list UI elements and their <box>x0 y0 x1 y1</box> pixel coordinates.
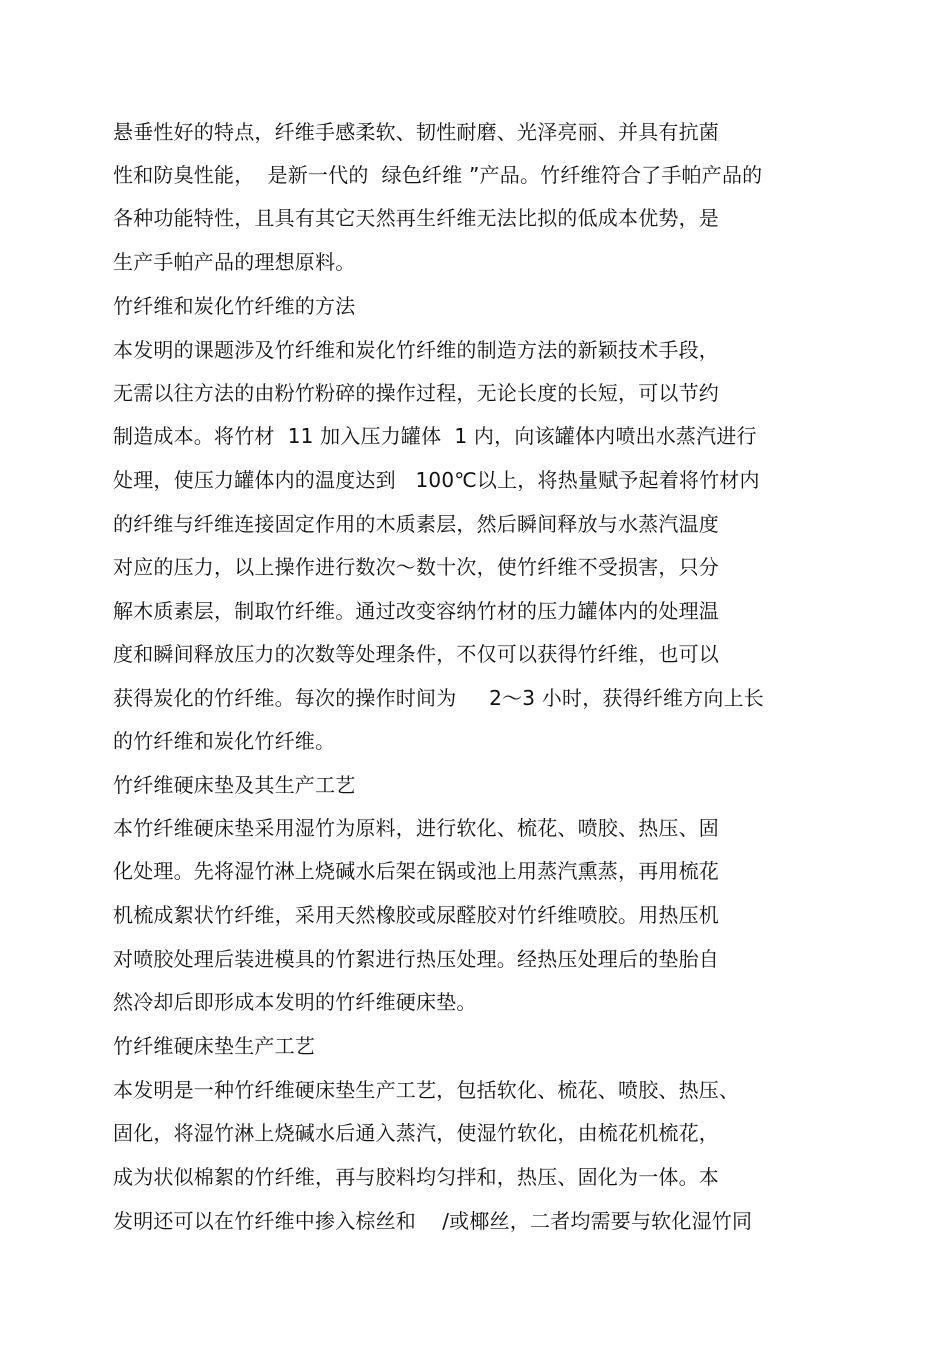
text-line: 然冷却后即形成本发明的竹纤维硬床垫。 <box>113 990 477 1014</box>
section-heading: 竹纤维和炭化竹纤维的方法 <box>113 294 356 318</box>
text-line: 度和瞬间释放压力的次数等处理条件，不仅可以获得竹纤维，也可以 <box>113 642 719 666</box>
text-line: 本发明的课题涉及竹纤维和炭化竹纤维的制造方法的新颖技术手段， <box>113 338 719 362</box>
text-line: 悬垂性好的特点，纤维手感柔软、韧性耐磨、光泽亮丽、并具有抗菌 <box>113 120 719 144</box>
section-heading: 竹纤维硬床垫生产工艺 <box>113 1034 315 1058</box>
text-line: 的竹纤维和炭化竹纤维。 <box>113 729 336 753</box>
text-line: 制造成本。将竹材 11 加入压力罐体 1 内，向该罐体内喷出水蒸汽进行 <box>113 424 757 448</box>
text-line: 生产手帕产品的理想原料。 <box>113 250 356 274</box>
text-line: 无需以往方法的由粉竹粉碎的操作过程，无论长度的长短，可以节约 <box>113 381 719 405</box>
text-line: 性和防臭性能， 是新一代的 绿色纤维 ”产品。竹纤维符合了手帕产品的 <box>113 163 763 187</box>
text-line: 获得炭化的竹纤维。每次的操作时间为 2～3 小时，获得纤维方向上长 <box>113 686 764 710</box>
text-line: 的纤维与纤维连接固定作用的木质素层，然后瞬间释放与水蒸汽温度 <box>113 512 719 536</box>
section-heading: 竹纤维硬床垫及其生产工艺 <box>113 773 356 797</box>
text-line: 解木质素层，制取竹纤维。通过改变容纳竹材的压力罐体内的处理温 <box>113 599 719 623</box>
text-line: 固化，将湿竹淋上烧碱水后通入蒸汽，使湿竹软化，由梳花机梳花， <box>113 1121 719 1145</box>
text-line: 对应的压力，以上操作进行数次～数十次，使竹纤维不受损害，只分 <box>113 555 719 579</box>
text-line: 化处理。先将湿竹淋上烧碱水后架在锅或池上用蒸汽熏蒸，再用梳花 <box>113 859 719 883</box>
text-line: 处理，使压力罐体内的温度达到 100℃以上，将热量赋予起着将竹材内 <box>113 468 760 492</box>
text-line: 对喷胶处理后装进模具的竹絮进行热压处理。经热压处理后的垫胎自 <box>113 947 719 971</box>
text-line: 本竹纤维硬床垫采用湿竹为原料，进行软化、梳花、喷胶、热压、固 <box>113 816 719 840</box>
text-line: 机梳成絮状竹纤维，采用天然橡胶或尿醛胶对竹纤维喷胶。用热压机 <box>113 903 719 927</box>
text-line: 本发明是一种竹纤维硬床垫生产工艺，包括软化、梳花、喷胶、热压、 <box>113 1078 740 1102</box>
text-line: 各种功能特性，且具有其它天然再生纤维无法比拟的低成本优势，是 <box>113 206 719 230</box>
text-line: 成为状似棉絮的竹纤维，再与胶料均匀拌和，热压、固化为一体。本 <box>113 1165 719 1189</box>
text-line: 发明还可以在竹纤维中掺入棕丝和 /或椰丝，二者均需要与软化湿竹同 <box>113 1209 753 1233</box>
